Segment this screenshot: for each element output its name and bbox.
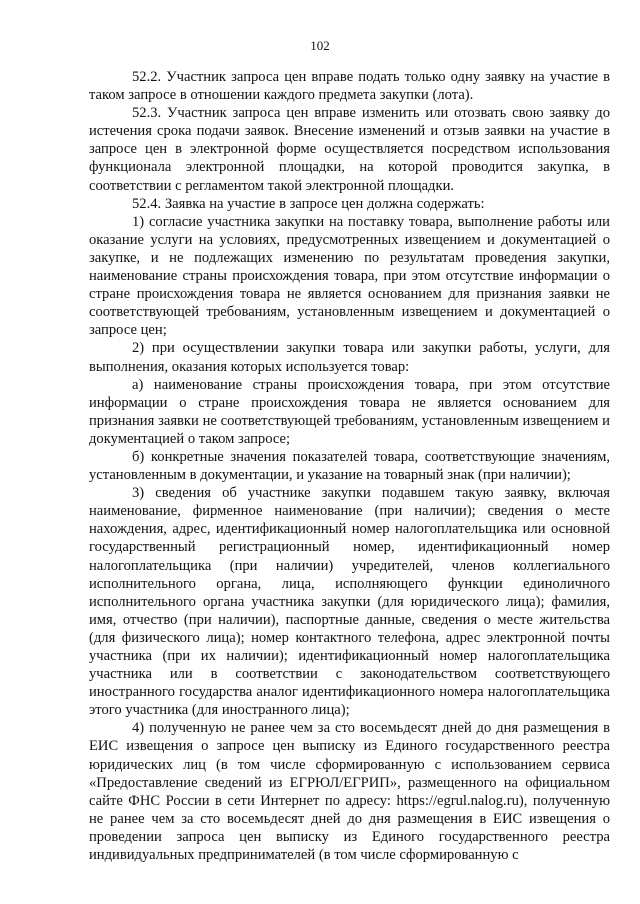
paragraph-52-2: 52.2. Участник запроса цен вправе подать только одну заявку на участие в таком запросе в отношении каждого предмета закупки (лота). [89, 69, 610, 104]
paragraph-item-2a: а) наименование страны происхождения товара, при этом отсутствие информации о стране происхождения товара не является основанием для признания заявки не соответствующей требованиям, установленным извещением и документацией о таком запросе; [89, 376, 610, 447]
paragraph-item-2b: б) конкретные значения показателей товара, соответствующие значениям, установленным в документации, и указание на товарный знак (при наличии); [89, 448, 610, 484]
paragraph-item-1: 1) согласие участника закупки на поставку товара, выполнение работы или оказание услуги на условиях, предусмотренных извещением и документацией о закупке, и не подлежащих изменению по результатам проведения закупки, наименование страны происхождения товара, при этом отсутствие информации о стране происхождения товара не является основанием для признания заявки не соответствующей требованиям, установленным извещением и документацией о запросе цен; [89, 213, 610, 339]
paragraph-52-3: 52.3. Участник запроса цен вправе изменить или отозвать свою заявку до истечения срока подачи заявок. Внесение изменений и отзыв заявки на участие в запросе цен в электронной форме осуществляется посредством использования функционала электронной площадки, на которой проводится закупка, в соответствии с регламентом такой электронной площадки. [89, 105, 610, 194]
page-number: 102 [310, 38, 330, 53]
paragraph-52-4: 52.4. Заявка на участие в запросе цен должна содержать: [132, 195, 485, 212]
document-body [89, 68, 610, 864]
paragraph-item-3: 3) сведения об участнике закупки подавшем такую заявку, включая наименование, фирменное наименование (при наличии); сведения о месте нахождения, адрес, идентификационный номер налогоплательщика или основной государственный регистрационный номер, идентификационный номер налогоплательщика (при наличии) учредителей, членов коллегиального исполнительного органа, лица, исполняющего функции единоличного исполнительного органа участника закупки (для юридического лица); фамилия, имя, отчество (при наличии), паспортные данные, сведения о месте жительства (для физического лица); номер контактного телефона, адрес электронной почты участника (при их наличии); идентификационный номер налогоплательщика участника или в соответствии с законодательством соответствующего иностранного государства аналог идентификационного номера налогоплательщика этого участника (для иностранного лица); [89, 485, 610, 719]
paragraph-item-2: 2) при осуществлении закупки товара или закупки работы, услуги, для выполнения, оказания которых используется товар: [89, 340, 610, 375]
paragraph-item-4: 4) полученную не ранее чем за сто восемьдесят дней до дня размещения в ЕИС извещения о запросе цен выписку из Единого государственного реестра юридических лиц (в том числе сформированную с использованием сервиса «Предоставление сведений из ЕГРЮЛ/ЕГРИП», размещенного на официальном сайте ФНС России в сети Интернет по адресу: https://egrul.nalog.ru), полученную не ранее чем за сто восемьдесят дней до дня размещения в ЕИС извещения о проведении запроса цен выписку из Единого государственного реестра индивидуальных предпринимателей (в том числе сформированную с [89, 720, 610, 864]
